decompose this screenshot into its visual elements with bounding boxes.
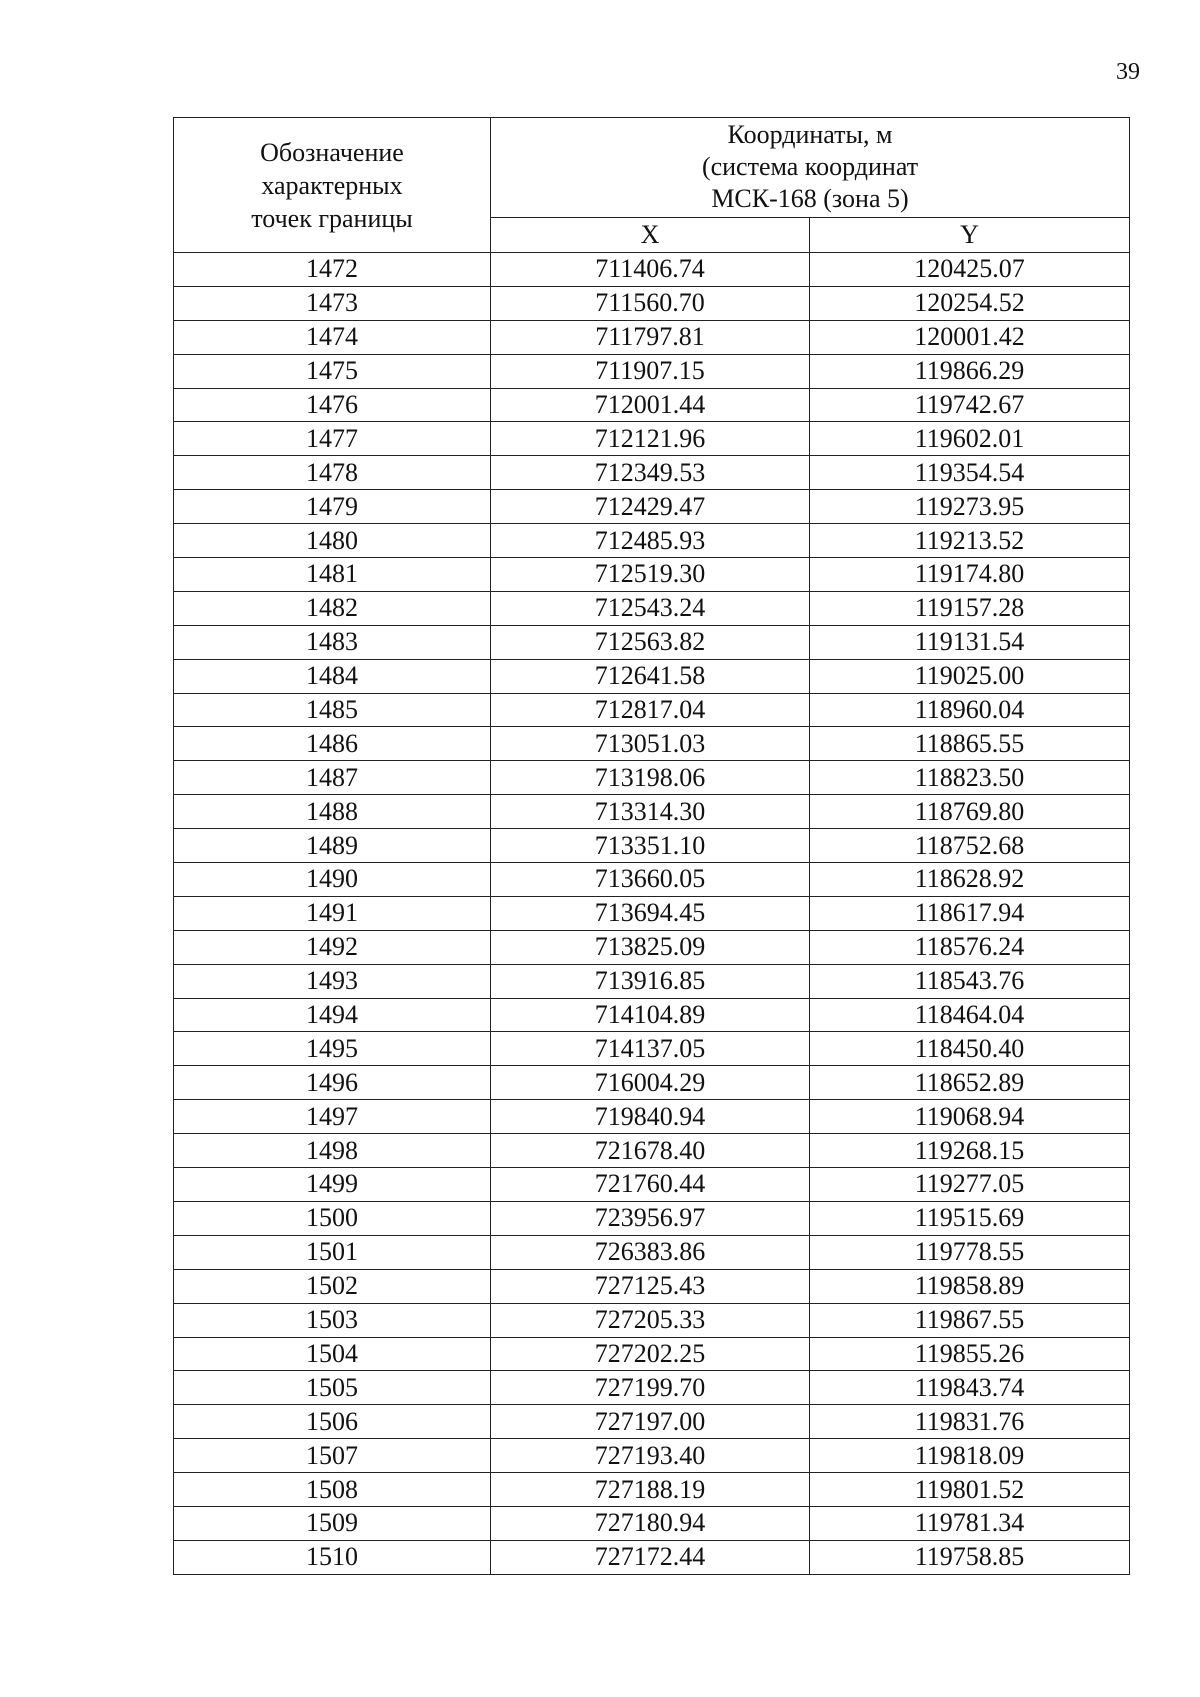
table-row <box>174 1303 1130 1337</box>
x-coordinate-cell: 713660.05 <box>491 863 810 897</box>
table-row <box>174 930 1130 964</box>
table-row <box>174 388 1130 422</box>
table-row <box>174 1066 1130 1100</box>
point-number-cell: 1479 <box>174 490 491 524</box>
y-coordinate-cell: 119025.00 <box>810 659 1130 693</box>
x-coordinate-cell: 712563.82 <box>491 625 810 659</box>
x-coordinate-cell: 727205.33 <box>491 1303 810 1337</box>
table-row <box>174 964 1130 998</box>
table-header <box>174 118 1130 253</box>
y-coordinate-cell: 119131.54 <box>810 625 1130 659</box>
point-number-cell: 1484 <box>174 659 491 693</box>
y-coordinate-cell: 119758.85 <box>810 1540 1130 1574</box>
x-coordinate-cell: 712641.58 <box>491 659 810 693</box>
x-coordinate-cell: 712543.24 <box>491 591 810 625</box>
y-coordinate-cell: 119867.55 <box>810 1303 1130 1337</box>
point-number-cell: 1482 <box>174 591 491 625</box>
header-coordinates: Координаты, м (система координат МСК-168 (зона 5) <box>491 118 1130 218</box>
point-number-cell: 1500 <box>174 1201 491 1235</box>
point-number-cell: 1507 <box>174 1439 491 1473</box>
table-row <box>174 998 1130 1032</box>
coordinates-table <box>173 117 1130 1575</box>
y-coordinate-cell: 119157.28 <box>810 591 1130 625</box>
header-y: Y <box>810 217 1130 252</box>
x-coordinate-cell: 727193.40 <box>491 1439 810 1473</box>
y-coordinate-cell: 120254.52 <box>810 286 1130 320</box>
header-x: X <box>491 217 810 252</box>
table-row <box>174 761 1130 795</box>
x-coordinate-cell: 714104.89 <box>491 998 810 1032</box>
point-number-cell: 1472 <box>174 253 491 287</box>
y-coordinate-cell: 119781.34 <box>810 1506 1130 1540</box>
point-number-cell: 1481 <box>174 558 491 592</box>
table-row <box>174 1168 1130 1202</box>
table-row <box>174 1439 1130 1473</box>
point-number-cell: 1475 <box>174 354 491 388</box>
y-coordinate-cell: 119273.95 <box>810 490 1130 524</box>
y-coordinate-cell: 118464.04 <box>810 998 1130 1032</box>
y-coordinate-cell: 118450.40 <box>810 1032 1130 1066</box>
table-row <box>174 863 1130 897</box>
point-number-cell: 1504 <box>174 1337 491 1371</box>
x-coordinate-cell: 712429.47 <box>491 490 810 524</box>
table-row <box>174 320 1130 354</box>
point-number-cell: 1478 <box>174 456 491 490</box>
y-coordinate-cell: 119855.26 <box>810 1337 1130 1371</box>
table-body <box>174 253 1130 1575</box>
y-coordinate-cell: 119831.76 <box>810 1405 1130 1439</box>
table-row <box>174 286 1130 320</box>
point-number-cell: 1474 <box>174 320 491 354</box>
table-row <box>174 1506 1130 1540</box>
table-row <box>174 558 1130 592</box>
y-coordinate-cell: 118543.76 <box>810 964 1130 998</box>
table-row <box>174 727 1130 761</box>
table-row <box>174 422 1130 456</box>
table-row <box>174 896 1130 930</box>
x-coordinate-cell: 723956.97 <box>491 1201 810 1235</box>
x-coordinate-cell: 712519.30 <box>491 558 810 592</box>
point-number-cell: 1497 <box>174 1100 491 1134</box>
x-coordinate-cell: 713916.85 <box>491 964 810 998</box>
point-number-cell: 1483 <box>174 625 491 659</box>
point-number-cell: 1495 <box>174 1032 491 1066</box>
x-coordinate-cell: 727172.44 <box>491 1540 810 1574</box>
table-row <box>174 1032 1130 1066</box>
point-number-cell: 1492 <box>174 930 491 964</box>
y-coordinate-cell: 118752.68 <box>810 829 1130 863</box>
x-coordinate-cell: 727197.00 <box>491 1405 810 1439</box>
point-number-cell: 1487 <box>174 761 491 795</box>
y-coordinate-cell: 119801.52 <box>810 1473 1130 1507</box>
point-number-cell: 1488 <box>174 795 491 829</box>
point-number-cell: 1473 <box>174 286 491 320</box>
table-row <box>174 591 1130 625</box>
x-coordinate-cell: 726383.86 <box>491 1235 810 1269</box>
y-coordinate-cell: 118652.89 <box>810 1066 1130 1100</box>
table-row <box>174 1235 1130 1269</box>
x-coordinate-cell: 727199.70 <box>491 1371 810 1405</box>
y-coordinate-cell: 119277.05 <box>810 1168 1130 1202</box>
table-row <box>174 1540 1130 1574</box>
x-coordinate-cell: 721760.44 <box>491 1168 810 1202</box>
table-row <box>174 659 1130 693</box>
point-number-cell: 1496 <box>174 1066 491 1100</box>
table-row <box>174 1405 1130 1439</box>
point-number-cell: 1501 <box>174 1235 491 1269</box>
y-coordinate-cell: 120425.07 <box>810 253 1130 287</box>
point-number-cell: 1498 <box>174 1134 491 1168</box>
y-coordinate-cell: 119866.29 <box>810 354 1130 388</box>
point-number-cell: 1506 <box>174 1405 491 1439</box>
point-number-cell: 1480 <box>174 524 491 558</box>
point-number-cell: 1485 <box>174 693 491 727</box>
y-coordinate-cell: 119174.80 <box>810 558 1130 592</box>
table-row <box>174 456 1130 490</box>
table-row <box>174 625 1130 659</box>
y-coordinate-cell: 118628.92 <box>810 863 1130 897</box>
point-number-cell: 1509 <box>174 1506 491 1540</box>
x-coordinate-cell: 714137.05 <box>491 1032 810 1066</box>
point-number-cell: 1494 <box>174 998 491 1032</box>
x-coordinate-cell: 711797.81 <box>491 320 810 354</box>
point-number-cell: 1505 <box>174 1371 491 1405</box>
x-coordinate-cell: 716004.29 <box>491 1066 810 1100</box>
y-coordinate-cell: 118576.24 <box>810 930 1130 964</box>
x-coordinate-cell: 719840.94 <box>491 1100 810 1134</box>
y-coordinate-cell: 120001.42 <box>810 320 1130 354</box>
x-coordinate-cell: 712485.93 <box>491 524 810 558</box>
x-coordinate-cell: 713051.03 <box>491 727 810 761</box>
table-row <box>174 1134 1130 1168</box>
y-coordinate-cell: 119354.54 <box>810 456 1130 490</box>
table-row <box>174 1201 1130 1235</box>
y-coordinate-cell: 119515.69 <box>810 1201 1130 1235</box>
y-coordinate-cell: 119858.89 <box>810 1269 1130 1303</box>
x-coordinate-cell: 712817.04 <box>491 693 810 727</box>
page-number: 39 <box>1116 59 1140 85</box>
y-coordinate-cell: 118823.50 <box>810 761 1130 795</box>
point-number-cell: 1486 <box>174 727 491 761</box>
x-coordinate-cell: 711560.70 <box>491 286 810 320</box>
point-number-cell: 1490 <box>174 863 491 897</box>
table-row <box>174 1473 1130 1507</box>
y-coordinate-cell: 119213.52 <box>810 524 1130 558</box>
y-coordinate-cell: 118617.94 <box>810 896 1130 930</box>
x-coordinate-cell: 727180.94 <box>491 1506 810 1540</box>
y-coordinate-cell: 118865.55 <box>810 727 1130 761</box>
table-row <box>174 829 1130 863</box>
point-number-cell: 1489 <box>174 829 491 863</box>
point-number-cell: 1502 <box>174 1269 491 1303</box>
table-row <box>174 490 1130 524</box>
table-row <box>174 253 1130 287</box>
table-row <box>174 1100 1130 1134</box>
x-coordinate-cell: 712121.96 <box>491 422 810 456</box>
x-coordinate-cell: 721678.40 <box>491 1134 810 1168</box>
table-row <box>174 693 1130 727</box>
y-coordinate-cell: 119818.09 <box>810 1439 1130 1473</box>
y-coordinate-cell: 119742.67 <box>810 388 1130 422</box>
point-number-cell: 1476 <box>174 388 491 422</box>
x-coordinate-cell: 711907.15 <box>491 354 810 388</box>
y-coordinate-cell: 119778.55 <box>810 1235 1130 1269</box>
point-number-cell: 1510 <box>174 1540 491 1574</box>
point-number-cell: 1477 <box>174 422 491 456</box>
point-number-cell: 1503 <box>174 1303 491 1337</box>
y-coordinate-cell: 118960.04 <box>810 693 1130 727</box>
x-coordinate-cell: 727188.19 <box>491 1473 810 1507</box>
x-coordinate-cell: 713694.45 <box>491 896 810 930</box>
x-coordinate-cell: 712001.44 <box>491 388 810 422</box>
x-coordinate-cell: 713314.30 <box>491 795 810 829</box>
table-row <box>174 354 1130 388</box>
x-coordinate-cell: 727202.25 <box>491 1337 810 1371</box>
x-coordinate-cell: 713198.06 <box>491 761 810 795</box>
x-coordinate-cell: 711406.74 <box>491 253 810 287</box>
table-row <box>174 1337 1130 1371</box>
table-row <box>174 1371 1130 1405</box>
x-coordinate-cell: 713825.09 <box>491 930 810 964</box>
point-number-cell: 1508 <box>174 1473 491 1507</box>
y-coordinate-cell: 119068.94 <box>810 1100 1130 1134</box>
x-coordinate-cell: 713351.10 <box>491 829 810 863</box>
y-coordinate-cell: 118769.80 <box>810 795 1130 829</box>
y-coordinate-cell: 119268.15 <box>810 1134 1130 1168</box>
y-coordinate-cell: 119602.01 <box>810 422 1130 456</box>
table-row <box>174 524 1130 558</box>
x-coordinate-cell: 712349.53 <box>491 456 810 490</box>
table-row <box>174 1269 1130 1303</box>
header-designation: Обозначение характерных точек границы <box>174 118 491 253</box>
x-coordinate-cell: 727125.43 <box>491 1269 810 1303</box>
point-number-cell: 1493 <box>174 964 491 998</box>
y-coordinate-cell: 119843.74 <box>810 1371 1130 1405</box>
table-row <box>174 795 1130 829</box>
point-number-cell: 1499 <box>174 1168 491 1202</box>
point-number-cell: 1491 <box>174 896 491 930</box>
